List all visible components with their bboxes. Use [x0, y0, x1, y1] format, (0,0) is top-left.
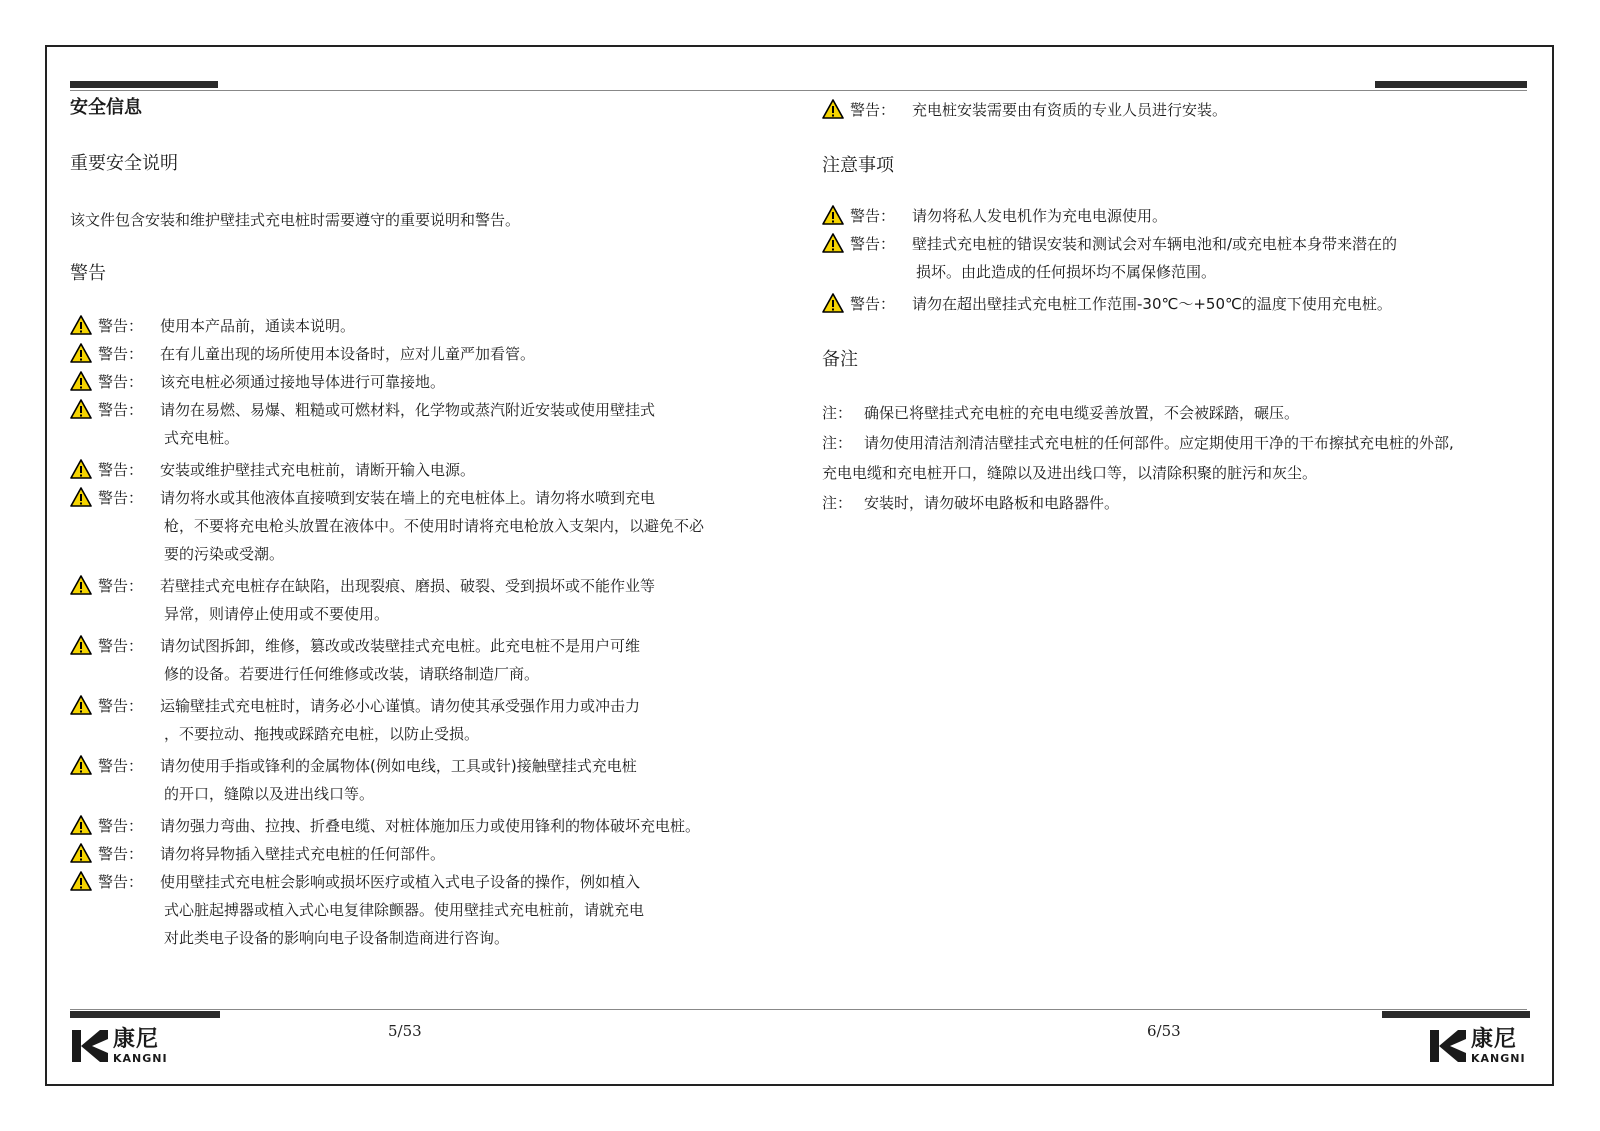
warning-triangle-icon	[70, 459, 92, 479]
warning-line: 安装或维护壁挂式充电桩前，请断开输入电源。	[160, 461, 476, 479]
warning-label: 警告：	[98, 345, 144, 363]
warning-text	[160, 752, 790, 808]
caution-list	[822, 202, 1542, 318]
warning-line: 运输壁挂式充电桩时，请务必小心谨慎。请勿使其承受强作用力或冲击力	[160, 697, 641, 715]
warning-label: 警告：	[98, 317, 144, 335]
warning-triangle-icon	[70, 343, 92, 363]
page-number-left: 5/53	[388, 1022, 422, 1040]
logo-chinese: 康尼	[1471, 1026, 1518, 1052]
header-bar-left	[70, 81, 218, 88]
warning-text	[160, 340, 790, 368]
warning-text	[160, 484, 790, 568]
kangni-logo-icon	[1428, 1027, 1468, 1065]
warning-line: 损坏。由此造成的任何损坏均不属保修范围。	[916, 263, 1217, 281]
warning-item	[70, 572, 790, 628]
warning-label: 警告：	[850, 207, 896, 225]
warning-label: 警告：	[98, 873, 144, 891]
warning-item	[70, 456, 790, 484]
intro-text: 该文件包含安装和维护壁挂式充电桩时需要遵守的重要说明和警告。	[70, 211, 521, 229]
note-item	[822, 488, 1542, 518]
section-subtitle: 重要安全说明	[70, 153, 178, 174]
warning-item	[70, 396, 790, 452]
warning-triangle-icon	[70, 371, 92, 391]
warning-item	[70, 692, 790, 748]
warning-label: 警告：	[98, 697, 144, 715]
warning-triangle-icon	[822, 293, 844, 313]
warning-triangle-icon	[70, 815, 92, 835]
footer-rule	[70, 1009, 1527, 1010]
footer-bar-left	[70, 1011, 220, 1018]
warning-item	[70, 868, 790, 952]
warning-label: 警告：	[850, 235, 896, 253]
section-title: 安全信息	[70, 97, 142, 118]
warning-label: 警告：	[98, 637, 144, 655]
warning-triangle-icon	[70, 399, 92, 419]
warning-line: 使用壁挂式充电桩会影响或损坏医疗或植入式电子设备的操作，例如植入	[160, 873, 641, 891]
warning-label: 警告：	[98, 401, 144, 419]
warning-text	[160, 368, 790, 396]
warning-triangle-icon	[70, 695, 92, 715]
note-label: 注：	[822, 494, 853, 512]
warning-text	[912, 290, 1542, 318]
warning-label: 警告：	[98, 817, 144, 835]
note-label: 注：	[822, 404, 853, 422]
warning-item	[822, 290, 1542, 318]
warning-line: 修的设备。若要进行任何维修或改装，请联络制造厂商。	[164, 665, 540, 683]
warning-triangle-icon	[70, 315, 92, 335]
warning-text	[160, 868, 790, 952]
warning-line: 在有儿童出现的场所使用本设备时，应对儿童严加看管。	[160, 345, 536, 363]
warning-list	[70, 312, 790, 952]
notes-heading: 备注	[822, 349, 858, 370]
right-page	[822, 96, 1542, 518]
warning-text	[160, 456, 790, 484]
warning-triangle-icon	[70, 575, 92, 595]
warning-triangle-icon	[70, 635, 92, 655]
warning-label: 警告：	[98, 373, 144, 391]
warning-line: 若壁挂式充电桩存在缺陷，出现裂痕、磨损、破裂、受到损坏或不能作业等	[160, 577, 656, 595]
warning-triangle-icon	[70, 843, 92, 863]
page-number-right: 6/53	[1147, 1022, 1181, 1040]
warning-text	[160, 812, 790, 840]
logo-left	[70, 1027, 168, 1065]
note-item	[822, 398, 1542, 428]
warning-line: 请勿强力弯曲、拉拽、折叠电缆、对桩体施加压力或使用锋利的物体破坏充电桩。	[160, 817, 701, 835]
note-label: 注：	[822, 434, 853, 452]
cautions-heading: 注意事项	[822, 155, 894, 176]
warning-line: 式充电桩。	[164, 429, 240, 447]
warning-label: 警告：	[850, 295, 896, 313]
warning-triangle-icon	[822, 233, 844, 253]
warning-line: 异常，则请停止使用或不要使用。	[164, 605, 390, 623]
note-line: 安装时，请勿破坏电路板和电路器件。	[864, 494, 1120, 512]
warning-triangle-icon	[822, 99, 844, 119]
warning-label: 警告：	[98, 461, 144, 479]
header-rule	[70, 90, 1527, 91]
warning-label: 警告：	[98, 577, 144, 595]
note-line: 确保已将壁挂式充电桩的充电电缆妥善放置，不会被踩踏，碾压。	[864, 404, 1300, 422]
warning-label: 警告：	[850, 101, 896, 119]
warning-item	[70, 312, 790, 340]
warning-label: 警告：	[98, 489, 144, 507]
warning-text	[160, 632, 790, 688]
note-line: 充电电缆和充电桩开口，缝隙以及进出线口等，以清除积聚的脏污和灰尘。	[822, 464, 1318, 482]
warning-triangle-icon	[70, 487, 92, 507]
warning-item	[70, 752, 790, 808]
logo-chinese: 康尼	[113, 1026, 160, 1052]
warning-line: 使用本产品前，通读本说明。	[160, 317, 356, 335]
warning-line: 请勿试图拆卸，维修，篡改或改装壁挂式充电桩。此充电桩不是用户可维	[160, 637, 641, 655]
warning-item	[70, 340, 790, 368]
kangni-logo-icon	[70, 1027, 110, 1065]
warning-item	[822, 230, 1542, 286]
warning-label: 警告：	[98, 757, 144, 775]
warning-text	[912, 230, 1542, 286]
warning-text	[160, 572, 790, 628]
warning-line: 请勿在超出壁挂式充电桩工作范围-30℃～+50℃的温度下使用充电桩。	[912, 295, 1392, 313]
warning-text	[160, 396, 790, 452]
top-warning-item	[822, 96, 1542, 124]
warning-item	[70, 812, 790, 840]
note-line: 请勿使用清洁剂清洁壁挂式充电桩的任何部件。应定期使用干净的干布擦拭充电桩的外部,	[864, 434, 1454, 452]
note-item	[822, 428, 1542, 488]
warning-item	[70, 484, 790, 568]
header-bar-right	[1375, 81, 1527, 88]
warning-item	[70, 632, 790, 688]
warning-triangle-icon	[70, 755, 92, 775]
warnings-heading: 警告	[70, 263, 106, 284]
warning-line: 的开口，缝隙以及进出线口等。	[164, 785, 375, 803]
warning-line: 要的污染或受潮。	[164, 545, 285, 563]
warning-line: 请勿将私人发电机作为充电电源使用。	[912, 207, 1168, 225]
warning-text: 充电桩安装需要由有资质的专业人员进行安装。	[912, 101, 1228, 119]
warning-line: 对此类电子设备的影响向电子设备制造商进行咨询。	[164, 929, 510, 947]
warning-label: 警告：	[98, 845, 144, 863]
logo-right	[1428, 1027, 1526, 1065]
warning-line: 请勿在易燃、易爆、粗糙或可燃材料，化学物或蒸汽附近安装或使用壁挂式	[160, 401, 656, 419]
warning-text	[160, 840, 790, 868]
logo-english: KANGNI	[1471, 1051, 1526, 1065]
warning-text	[160, 312, 790, 340]
warning-text	[912, 202, 1542, 230]
warning-line: 请勿将水或其他液体直接喷到安装在墙上的充电桩体上。请勿将水喷到充电	[160, 489, 656, 507]
warning-triangle-icon	[822, 205, 844, 225]
warning-triangle-icon	[70, 871, 92, 891]
warning-line: 该充电桩必须通过接地导体进行可靠接地。	[160, 373, 446, 391]
warning-line: 枪，不要将充电枪头放置在液体中。不使用时请将充电枪放入支架内，以避免不必	[164, 517, 705, 535]
warning-line: 请勿使用手指或锋利的金属物体(例如电线，工具或针)接触壁挂式充电桩	[160, 757, 637, 775]
warning-item	[822, 202, 1542, 230]
logo-english: KANGNI	[113, 1051, 168, 1065]
warning-item	[70, 368, 790, 396]
warning-line: 请勿将异物插入壁挂式充电桩的任何部件。	[160, 845, 446, 863]
warning-item	[70, 840, 790, 868]
warning-line: 式心脏起搏器或植入式心电复律除颤器。使用壁挂式充电桩前，请就充电	[164, 901, 645, 919]
warning-line: ，不要拉动、拖拽或踩踏充电桩，以防止受损。	[164, 725, 480, 743]
left-page	[70, 96, 790, 956]
warning-text	[160, 692, 790, 748]
warning-line: 壁挂式充电桩的错误安装和测试会对车辆电池和/或充电桩本身带来潜在的	[912, 235, 1398, 253]
note-list	[822, 398, 1542, 518]
footer-bar-right	[1382, 1011, 1530, 1018]
